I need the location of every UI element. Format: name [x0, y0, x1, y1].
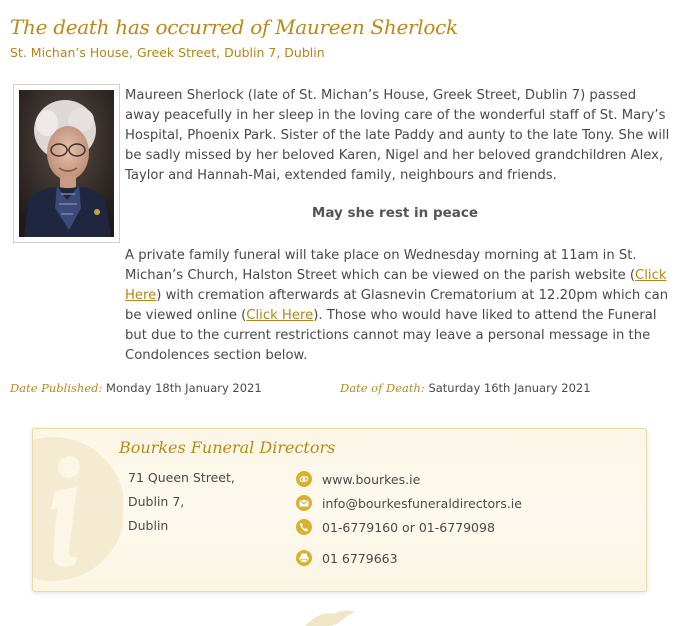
address-line: 71 Queen Street,	[128, 470, 235, 485]
fax-row	[296, 549, 398, 567]
notice-paragraph: Maureen Sherlock (late of St. Michan’s House, Greek Street, Dublin 7) passed away peacefully in her sleep in the loving care of the wonderful staff of St. Mary’s Hospital, Phoenix Park. Sister of the late Paddy and aunty to the late Tony. She will be sadly missed by her beloved Karen, Nigel and her beloved grandchildren Alex, Taylor and Hannah-Mai, extended family, neighbours and friends.	[125, 88, 670, 183]
parish-website-link[interactable]: Click Here	[125, 268, 667, 303]
dove-decoration-icon	[300, 606, 360, 626]
funeral-details-text: ). Those who would have liked to attend the Funeral but due to the current restrictions cannot may leave a personal message in the Condolences section below.	[125, 308, 657, 363]
date-published-label: Date Published:	[10, 381, 103, 395]
website-row[interactable]	[296, 470, 420, 488]
date-published	[10, 381, 262, 395]
date-of-death-value: Saturday 16th January 2021	[428, 381, 591, 395]
funeral-details-text: ) with cremation afterwards at Glasnevin Crematorium at 12.20pm which can be viewed online (	[125, 288, 669, 323]
phone-row[interactable]	[296, 518, 495, 536]
funeral-director-name: Bourkes Funeral Directors	[119, 438, 336, 457]
portrait-image	[19, 90, 114, 237]
date-of-death-label: Date of Death:	[340, 381, 425, 395]
notice-title: The death has occurred of Maureen Sherlock	[10, 15, 458, 39]
date-of-death	[340, 381, 591, 395]
crematorium-online-link[interactable]: Click Here	[246, 308, 314, 323]
date-published-value: Monday 18th January 2021	[106, 381, 262, 395]
address-line: Dublin 7,	[128, 494, 185, 509]
funeral-director-card	[32, 428, 647, 592]
email-icon	[296, 495, 312, 511]
website-text[interactable]: www.bourkes.ie	[322, 471, 421, 487]
deceased-photo	[13, 84, 120, 243]
funeral-details-paragraph	[125, 246, 670, 366]
email-row[interactable]	[296, 494, 522, 512]
rest-in-peace: May she rest in peace	[311, 205, 479, 221]
address-line: Dublin	[128, 518, 169, 533]
notice-location: St. Michan’s House, Greek Street, Dublin 7, Dublin	[10, 45, 325, 60]
email-text[interactable]: info@bourkesfuneraldirectors.ie	[322, 495, 522, 511]
link-icon	[296, 471, 312, 487]
fax-text: 01 6779663	[322, 550, 398, 566]
fax-icon	[296, 550, 312, 566]
funeral-details-text: A private family funeral will take place on Wednesday morning at 11am in St. Michan’s Church, Halston Street which can be viewed on the parish website (	[125, 248, 637, 283]
phone-icon	[296, 519, 312, 535]
phone-text[interactable]: 01-6779160 or 01-6779098	[322, 519, 495, 535]
info-watermark-icon	[32, 429, 123, 592]
